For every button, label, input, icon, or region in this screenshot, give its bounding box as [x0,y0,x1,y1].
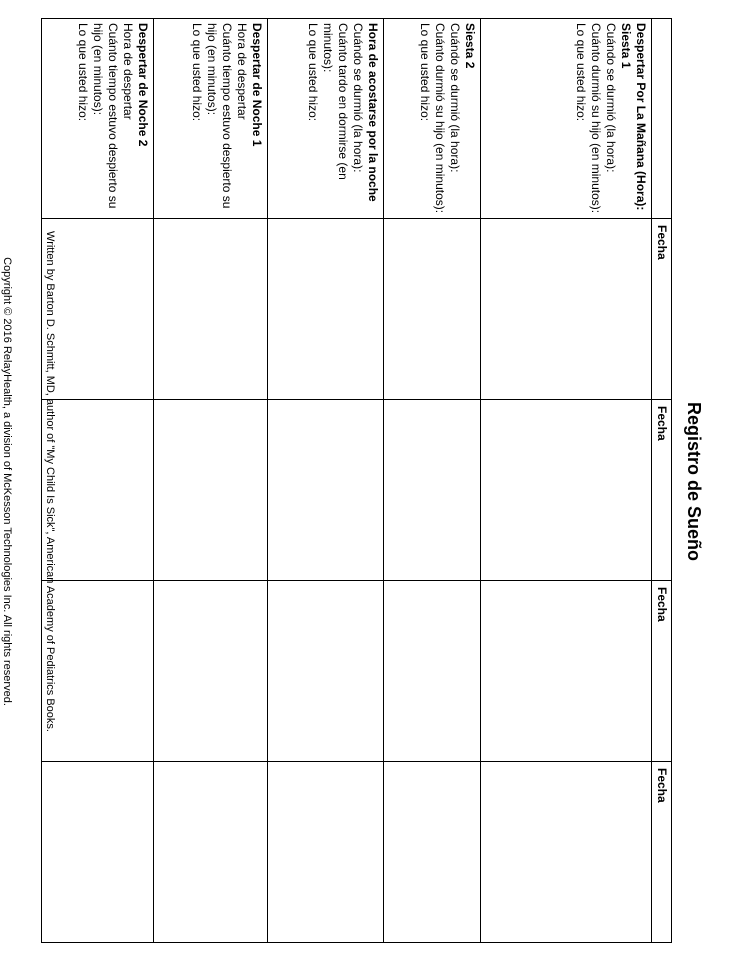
line-wake-time: Hora de despertar [121,23,135,120]
block-nap-1 [573,23,633,214]
entry-cell[interactable] [154,581,268,762]
entry-cell[interactable] [384,581,481,762]
entry-cell[interactable] [268,581,384,762]
row-label-nap2 [384,19,481,219]
header-date-1: Fecha [652,219,672,400]
row-label-night-wake-2 [42,19,154,219]
line-what-you-did: Lo que usted hizo: [306,23,320,122]
row-label-bedtime [268,19,384,219]
entry-cell[interactable] [42,581,154,762]
entry-cell[interactable] [384,400,481,581]
line-what-you-did: Lo que usted hizo: [190,23,204,122]
line-sleep-time: Cuándo se durmió (la hora): [351,23,365,173]
header-date-3: Fecha [652,581,672,762]
entry-cell[interactable] [481,762,652,943]
entry-cell[interactable] [268,400,384,581]
table-row-bedtime [268,19,384,943]
block-title: Despertar de Noche 2 [136,23,150,147]
table-row-nap2 [384,19,481,943]
block-title: Siesta 2 [463,23,477,69]
entry-cell[interactable] [268,762,384,943]
line-sleep-time: Cuándo se durmió (la hora): [448,23,462,173]
entry-cell[interactable] [384,762,481,943]
line-what-you-did: Lo que usted hizo: [418,23,432,122]
header-date-2: Fecha [652,400,672,581]
entry-cell[interactable] [481,219,652,400]
page-title: Registro de Sueño [684,401,704,562]
entry-cell[interactable] [42,762,154,943]
line-time-to-fall-asleep: Cuánto tardo en dormirse (en minutos): [321,23,350,180]
entry-cell[interactable] [481,581,652,762]
entry-cell[interactable] [154,219,268,400]
block-title: Despertar de Noche 1 [250,23,264,147]
row-label-morning-nap1 [481,19,652,219]
copyright-notice: Copyright © 2016 RelayHealth, a division of McKesson Technologies Inc. All rights reserved. [1,257,13,706]
line-awake-duration: Cuánto tiempo estuvo despierto su hijo (en minutos): [205,23,234,209]
block-morning-wake [633,23,648,214]
line-what-you-did: Lo que usted hizo: [76,23,90,122]
entry-cell[interactable] [42,219,154,400]
table-row-night-wake-2 [42,19,154,943]
table-header-row [652,19,672,943]
entry-cell[interactable] [384,219,481,400]
row-label-night-wake-1 [154,19,268,219]
entry-cell[interactable] [42,400,154,581]
entry-cell[interactable] [481,400,652,581]
line-sleep-duration: Cuánto durmió su hijo (en minutos): [433,23,447,214]
sleep-log-table [41,18,672,943]
line-sleep-duration: Cuánto durmió su hijo (en minutos): [589,23,603,214]
block-title: Despertar Por La Mañana (Hora): [634,23,648,211]
table-row-morning-nap1 [481,19,652,943]
header-corner-cell [652,19,672,219]
entry-cell[interactable] [268,219,384,400]
block-title: Siesta 1 [619,23,633,69]
line-sleep-time: Cuándo se durmió (la hora): [604,23,618,173]
header-date-4: Fecha [652,762,672,943]
line-awake-duration: Cuánto tiempo estuvo despierto su hijo (en minutos): [91,23,120,209]
line-wake-time: Hora de despertar [235,23,249,120]
author-credit: Written by Barton D. Schmitt, MD, author of "My Child Is Sick", American Academy of Pediatrics Books. [44,231,56,732]
table-row-night-wake-1 [154,19,268,943]
line-what-you-did: Lo que usted hizo: [574,23,588,122]
entry-cell[interactable] [154,762,268,943]
block-title: Hora de acostarse por la noche [366,23,380,202]
entry-cell[interactable] [154,400,268,581]
